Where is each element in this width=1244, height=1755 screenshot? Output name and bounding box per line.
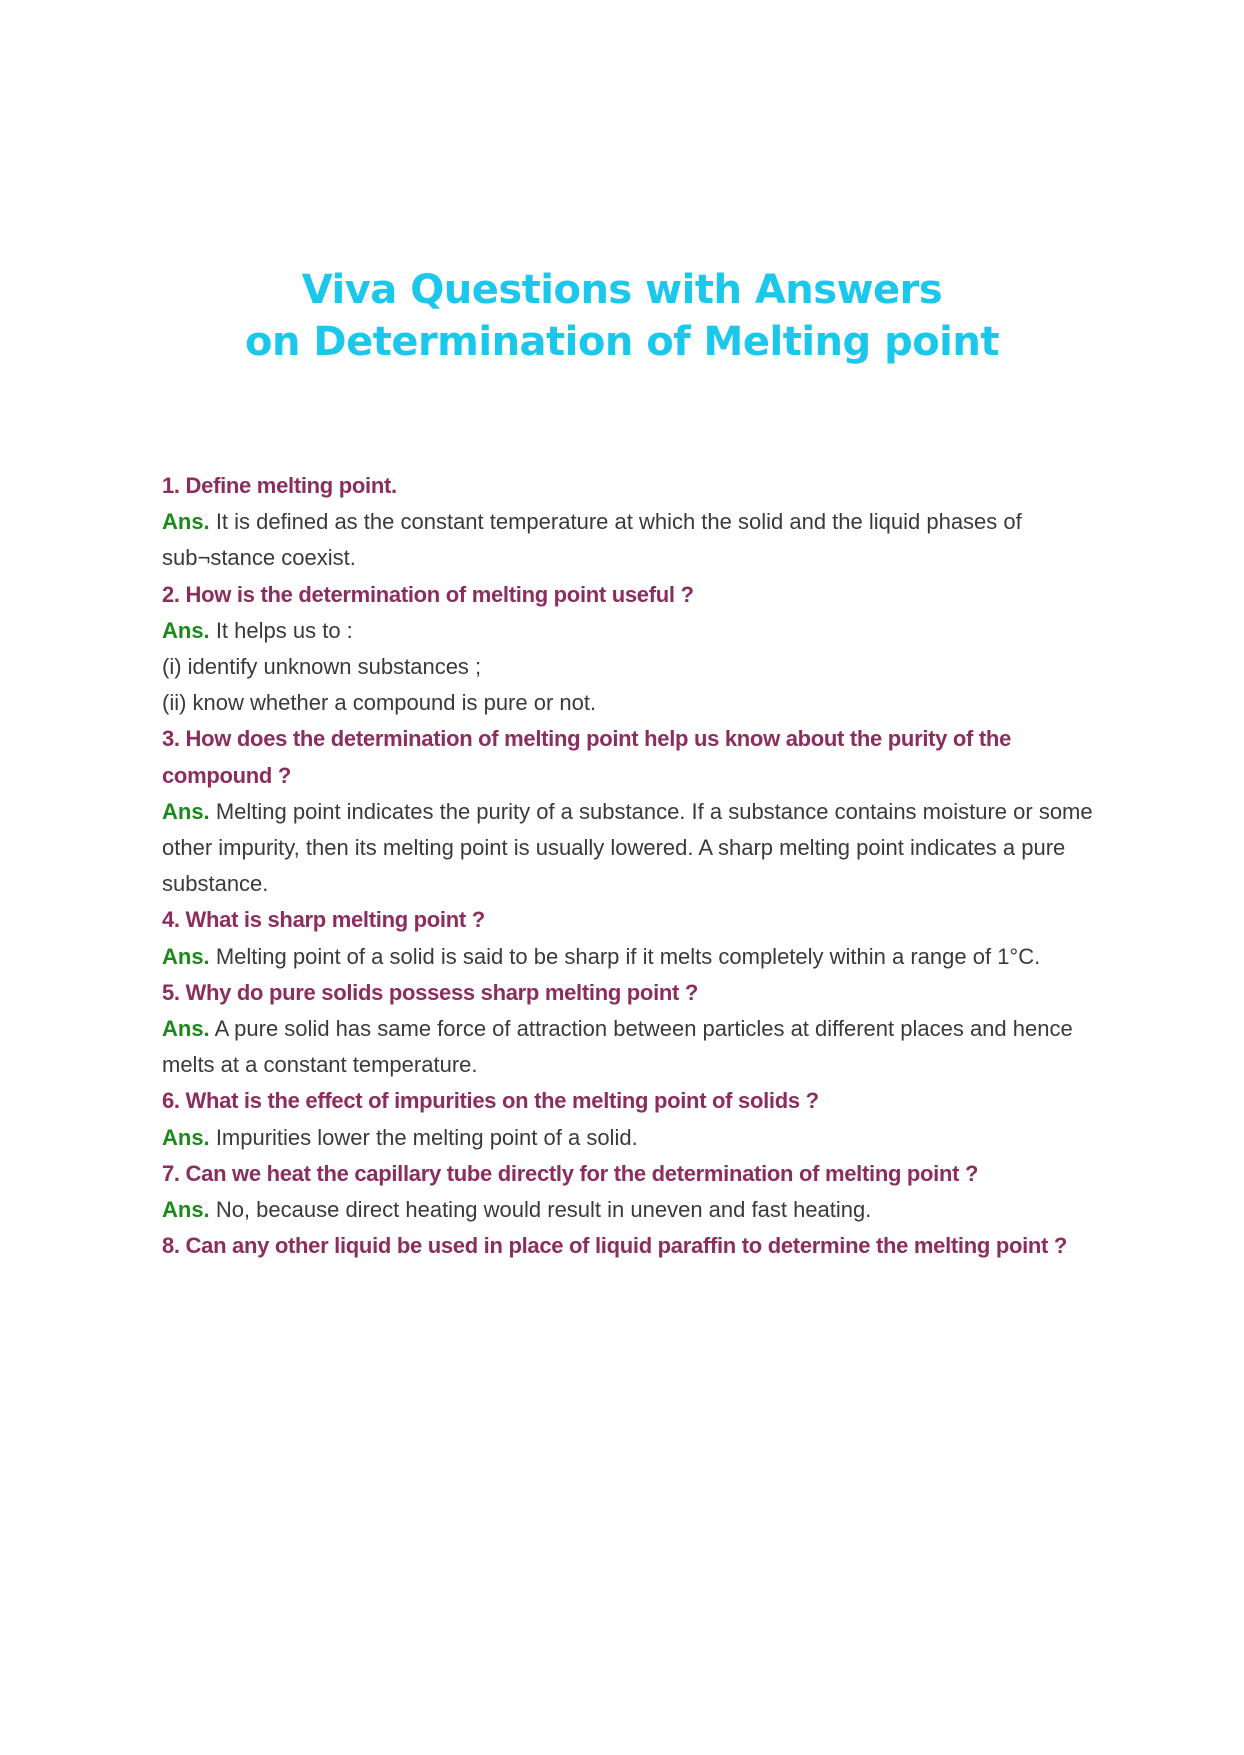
title-line-2: on Determination of Melting point (244, 319, 999, 365)
question-1: 1. Define melting point. (162, 473, 397, 498)
answer-1 (162, 504, 1102, 576)
ans-label: Ans. (162, 509, 210, 535)
answer-text: It is defined as the constant temperature at which the solid and the liquid phases of sub¬stance coexist. (162, 509, 1022, 571)
answer-2-point-2: (ii) know whether a compound is pure or not. (162, 690, 597, 716)
answer-2 (162, 613, 1102, 649)
answer-text: No, because direct heating would result in uneven and fast heating. (215, 1197, 872, 1223)
question-4: 4. What is sharp melting point ? (162, 907, 485, 933)
ans-label: Ans. (162, 798, 210, 824)
ans-label: Ans. (162, 1016, 210, 1042)
answer-text: Melting point indicates the purity of a substance. If a substance contains moisture or some other impurity, then its melting point is usually lowered. A sharp melting point indicates a pure substance. (162, 798, 1093, 897)
ans-label: Ans. (162, 1197, 210, 1223)
answer-7 (162, 1192, 1102, 1228)
answer-2-point-1: (i) identify unknown substances ; (162, 654, 482, 680)
answer-6 (162, 1120, 1102, 1156)
answer-text: It helps us to : (215, 617, 353, 643)
ans-label: Ans. (162, 943, 210, 969)
qa-list (162, 468, 1102, 1264)
question-3: 3. How does the determination of melting point help us know about the purity of the compound ? (162, 726, 1011, 788)
answer-text: Melting point of a solid is said to be sharp if it melts completely within a range of 1°C. (215, 943, 1041, 969)
question-2: 2. How is the determination of melting point useful ? (162, 581, 694, 607)
answer-4 (162, 939, 1102, 975)
ans-label: Ans. (162, 1124, 210, 1150)
page-title (0, 264, 1244, 368)
title-line-1: Viva Questions with Answers (301, 267, 943, 313)
question-7: 7. Can we heat the capillary tube directly for the determination of melting point ? (162, 1160, 979, 1186)
ans-label: Ans. (162, 617, 210, 643)
answer-text: Impurities lower the melting point of a solid. (215, 1124, 638, 1150)
question-6: 6. What is the effect of impurities on the melting point of solids ? (162, 1088, 819, 1114)
answer-5 (162, 1011, 1102, 1083)
question-8: 8. Can any other liquid be used in place of liquid paraffin to determine the melting point ? (162, 1233, 1068, 1259)
answer-3 (162, 794, 1102, 903)
question-5: 5. Why do pure solids possess sharp melting point ? (162, 979, 699, 1005)
answer-text: A pure solid has same force of attraction between particles at different places and hence melts at a constant temperature. (162, 1016, 1073, 1078)
